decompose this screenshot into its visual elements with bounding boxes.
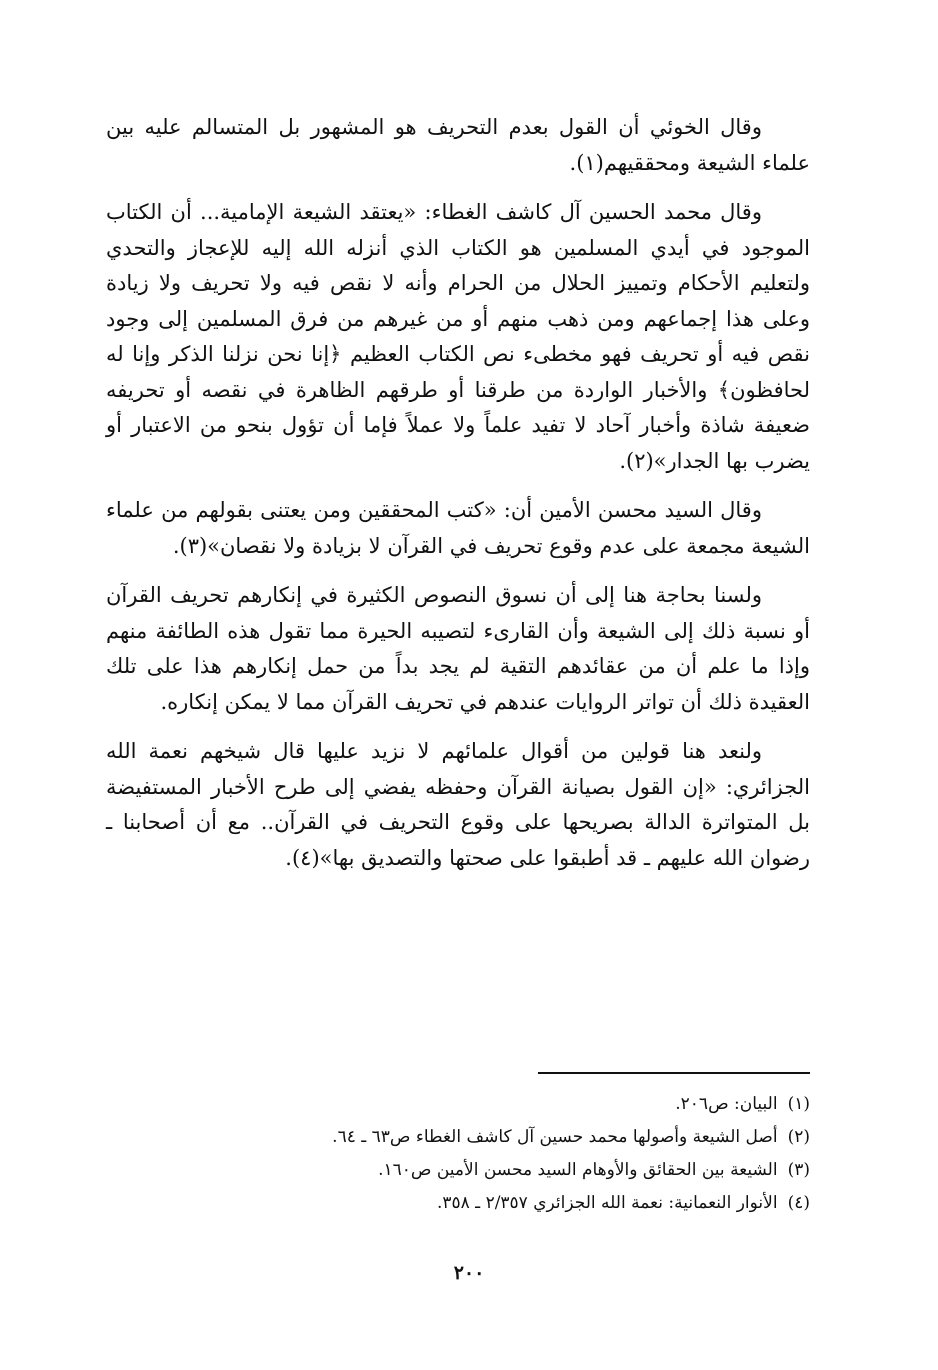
paragraph-jazairi-quote: ولنعد هنا قولين من أقوال علمائهم لا نزيد عليها قال شيخهم نعمة الله الجزائري: «إن القول بصيانة القرآن وحفظه يفضي إلى طرح الأخبار المستفيضة بل المتواترة الدالة بصريحها على وقوع التحريف في القرآن.. مع أن أصحابنا ـ رضوان الله عليهم ـ قد أطبقوا على صحتها والتصديق بها»(٤). <box>106 739 810 870</box>
footnote-3-number: (٣) <box>787 1160 810 1180</box>
footnotes <box>200 1088 810 1220</box>
paragraph-muhsin-al-amin-quote: وقال السيد محسن الأمين أن: «كتب المحققين ومن يعتنى بقولهم من علماء الشيعة مجمعة على عدم وقوع تحريف في القرآن لا بزيادة ولا نقصان»(٣). <box>106 498 810 558</box>
footnote-2 <box>200 1121 810 1154</box>
paragraph-khoei-quote: وقال الخوئي أن القول بعدم التحريف هو المشهور بل المتسالم عليه بين علماء الشيعة ومحققيهم(١). <box>106 115 810 175</box>
footnote-4-number: (٤) <box>787 1193 810 1213</box>
main-text <box>106 110 810 890</box>
footnote-3-text: الشيعة بين الحقائق والأوهام السيد محسن الأمين ص١٦٠. <box>378 1160 778 1180</box>
footnote-2-number: (٢) <box>787 1127 810 1147</box>
footnote-3 <box>200 1154 810 1187</box>
paragraph-kashif-al-ghita-quote: وقال محمد الحسين آل كاشف الغطاء: «يعتقد الشيعة الإمامية... أن الكتاب الموجود في أيدي المسلمين هو الكتاب الذي أنزله الله إليه للإعجاز والتحدي ولتعليم الأحكام وتمييز الحلال من الحرام وأنه لا نقص فيه ولا تحريف ولا زيادة وعلى هذا إجماعهم ومن ذهب منهم أو من غيرهم من فرق المسلمين إلى وجود نقص فيه أو تحريف فهو مخطىء نص الكتاب العظيم ﴿إنا نحن نزلنا الذكر وإنا له لحافظون﴾ والأخبار الواردة من طرقنا أو طرقهم الظاهرة في نقصه أو تحريفه ضعيفة شاذة وأخبار آحاد لا تفيد علماً ولا عملاً فإما أن تؤول بنحو من الاعتبار أو يضرب بها الجدار»(٢). <box>106 200 811 473</box>
footnote-4-text: الأنوار النعمانية: نعمة الله الجزائري ٢/٣٥٧ ـ ٣٥٨. <box>436 1193 778 1213</box>
footnote-2-text: أصل الشيعة وأصولها محمد حسين آل كاشف الغطاء ص٦٣ ـ ٦٤. <box>332 1127 778 1147</box>
footnote-1 <box>200 1088 810 1121</box>
footnote-1-number: (١) <box>787 1094 810 1114</box>
footnote-1-text: البيان: ص٢٠٦. <box>675 1094 778 1114</box>
footnote-4 <box>200 1187 810 1220</box>
footnote-divider <box>538 1072 810 1074</box>
paragraph-taqiyya-argument: ولسنا بحاجة هنا إلى أن نسوق النصوص الكثيرة في إنكارهم تحريف القرآن أو نسبة ذلك إلى الشيعة وأن القارىء لتصيبه الحيرة مما تقول هذه الطائفة منهم وإذا ما علم أن من عقائدهم التقية لم يجد بداً من حمل إنكارهم هذا على تلك العقيدة ذلك أن تواتر الروايات عندهم في تحريف القرآن مما لا يمكن إنكاره. <box>106 583 810 714</box>
page-number: ٢٠٠ <box>453 1262 485 1284</box>
